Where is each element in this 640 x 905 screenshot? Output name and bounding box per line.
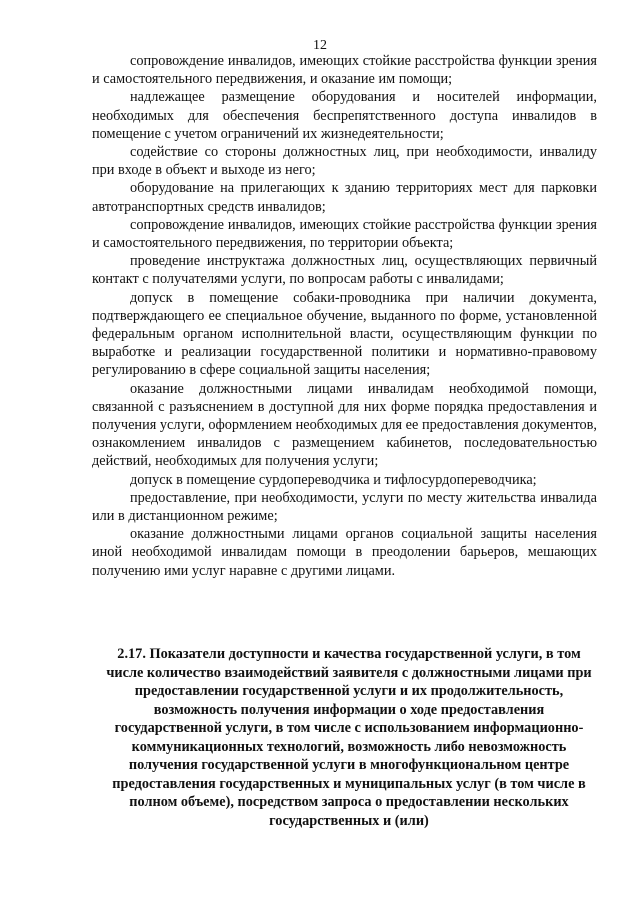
- paragraph: допуск в помещение сурдопереводчика и тифлосурдопереводчика;: [130, 471, 537, 488]
- paragraph: допуск в помещение собаки-проводника при наличии документа, подтверждающего ее специальное обучение, выданного по форме, установленной федеральным органом исполнительной власти, осуществляющим функции по выработке и реализации государственной политики и нормативно-правовому регулированию в сфере социальной защиты населения;: [92, 289, 597, 379]
- paragraph: сопровождение инвалидов, имеющих стойкие расстройства функции зрения и самостоятельного передвижения, и оказание им помощи;: [92, 53, 597, 88]
- section-heading: 2.17. Показатели доступности и качества государственной услуги, в том числе количество взаимодействий заявителя с должностными лицами при предоставлении государственной услуги и их продолжительность, возможность получения информации о ходе предоставления государственной услуги, в том числе с использованием информационно-коммуникационных технологий, возможность либо невозможность получения государственной услуги в многофункциональном центре предоставления государственных и муниципальных услуг (в том числе в полном объеме), посредством запроса о предоставлении нескольких государственных и (или): [106, 646, 592, 829]
- paragraph: оказание должностными лицами органов социальной защиты населения иной необходимой инвалидам помощи в преодолении барьеров, мешающих получению ими услуг наравне с другими лицами.: [92, 526, 597, 579]
- paragraph: оказание должностными лицами инвалидам необходимой помощи, связанной с разъяснением в доступной для них форме порядка предоставления и получения услуги, оформлением необходимых для ее предоставления документов, ознакомлением инвалидов с размещением кабинетов, последовательностью действий, необходимых для получения услуги;: [92, 380, 597, 470]
- paragraph: надлежащее размещение оборудования и носителей информации, необходимых для обеспечения беспрепятственного доступа инвалидов в помещение с учетом ограничений их жизнедеятельности;: [92, 89, 597, 142]
- page-number: 12: [313, 38, 327, 53]
- paragraph: предоставление, при необходимости, услуги по месту жительства инвалида или в дистанционном режиме;: [92, 489, 597, 525]
- paragraph: содействие со стороны должностных лиц, при необходимости, инвалиду при входе в объект и выходе из него;: [92, 144, 597, 179]
- paragraph: проведение инструктажа должностных лиц, осуществляющих первичный контакт с получателями услуги, по вопросам работы с инвалидами;: [92, 253, 597, 288]
- paragraph: сопровождение инвалидов, имеющих стойкие расстройства функции зрения и самостоятельного передвижения, по территории объекта;: [92, 216, 597, 252]
- paragraph: оборудование на прилегающих к зданию территориях мест для парковки автотранспортных средств инвалидов;: [92, 180, 597, 215]
- body-text: [92, 52, 597, 580]
